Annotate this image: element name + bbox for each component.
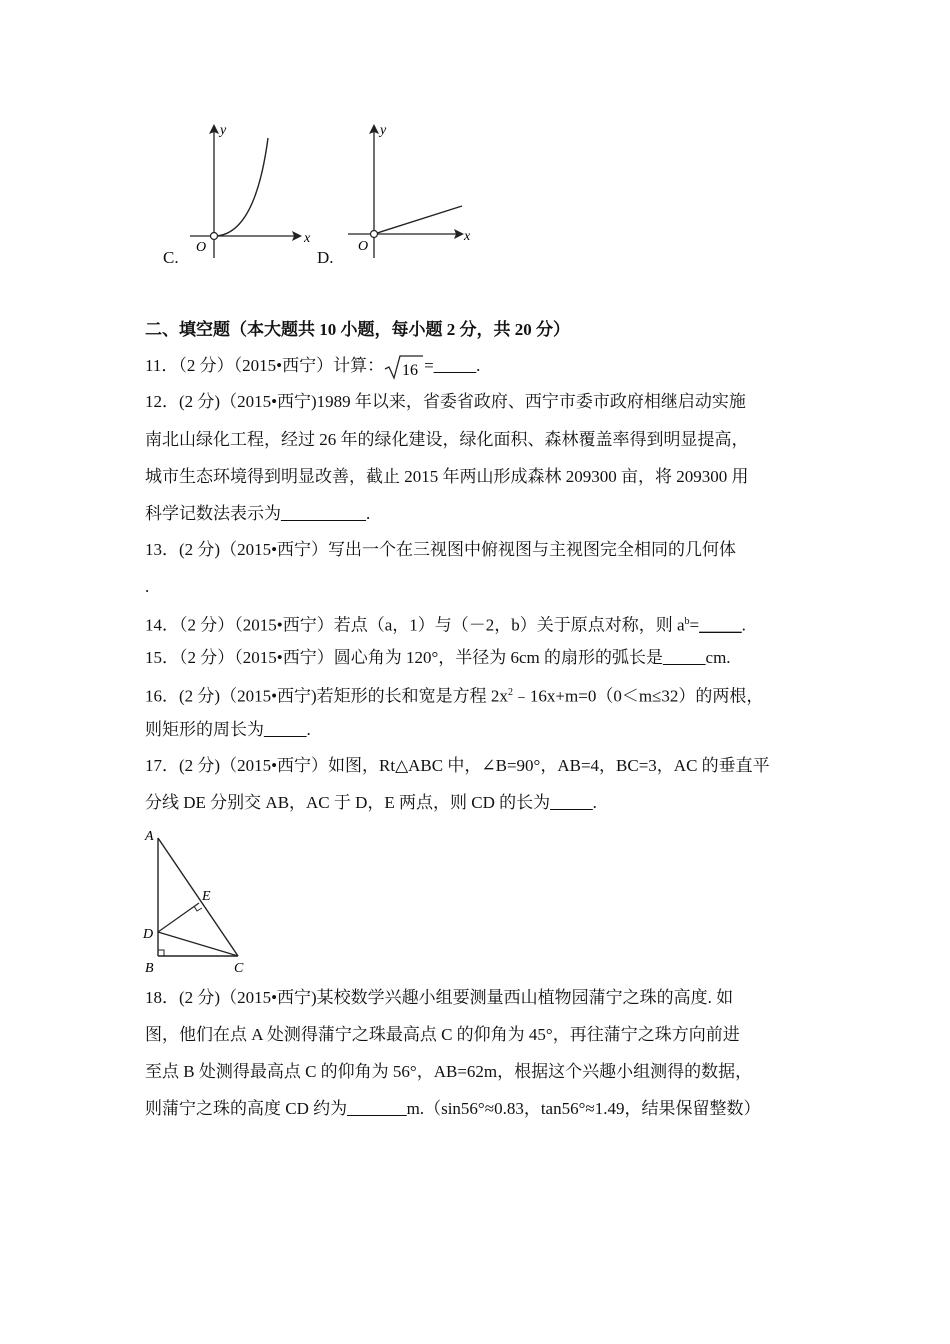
q12-line-4-prefix: 科学记数法表示为 (145, 504, 281, 523)
option-c-graph (190, 118, 320, 258)
q16-superscript: 2 (507, 687, 513, 698)
d-y-label: y (380, 123, 387, 138)
sqrt-sign-icon (384, 354, 424, 380)
q11-end: . (476, 356, 481, 375)
q13-line-2: . (145, 577, 150, 596)
d-x-label: x (464, 229, 471, 244)
label-c: C (234, 961, 244, 976)
q11-blank: _____ (433, 356, 477, 375)
label-d: D (143, 927, 154, 942)
question-11 (145, 354, 480, 380)
q15-end: cm. (705, 648, 731, 667)
c-curve (214, 138, 268, 236)
right-angle-e-mark (194, 906, 202, 911)
q14-prefix: 14．（2 分）（2015•西宁）若点（a，1）与（－2，b）关于原点对称，则 a (145, 615, 685, 635)
q17-blank: _____ (550, 793, 593, 812)
d-origin-label: O (358, 239, 369, 254)
d-line (374, 206, 462, 234)
q14-blank: _____ (699, 615, 742, 635)
q18-blank: _______ (347, 1099, 407, 1118)
q11-radicand: 16 (402, 362, 419, 380)
question-15 (145, 646, 731, 670)
q17-line-2-prefix: 分线 DE 分别交 AB，AC 于 D，E 两点，则 CD 的长为 (145, 793, 551, 812)
c-y-label: y (220, 123, 227, 138)
segment-ac (158, 838, 238, 956)
q14-end: . (741, 615, 746, 635)
question-14 (145, 610, 746, 638)
q14-suffix: = (689, 615, 700, 635)
c-x-label: x (304, 231, 311, 246)
option-c-label: C. (163, 248, 179, 267)
q16-line-2-end: . (306, 720, 311, 739)
q16-line-2-prefix: 则矩形的周长为 (145, 720, 264, 739)
q18-line-1: 18．(2 分)（2015•西宁)某校数学兴趣小组要测量西山植物园蒲宁之珠的高度. 如 (145, 988, 734, 1007)
section-heading: 二、填空题（本大题共 10 小题，每小题 2 分，共 20 分） (145, 320, 570, 339)
c-origin-dot (211, 233, 218, 240)
q18-line-4 (145, 1097, 760, 1121)
q18-line-3: 至点 B 处测得最高点 C 的仰角为 56°，AB=62m，根据这个兴趣小组测得的数据， (145, 1062, 753, 1081)
right-angle-b-mark (158, 950, 164, 956)
q16-line-1-b: ﹣16x+m=0（0＜m≤32）的两根， (512, 686, 764, 706)
q12-line-2: 南北山绿化工程，经过 26 年的绿化建设，绿化面积、森林覆盖率得到明显提高， (145, 430, 749, 449)
q16-line-1-a: 16．(2 分)（2015•西宁)若矩形的长和宽是方程 2x (145, 686, 508, 706)
q17-line-2-end: . (592, 793, 597, 812)
q16-line-1 (145, 681, 763, 709)
q17-line-1: 17．(2 分)（2015•西宁）如图，Rt△ABC 中，∠B=90°，AB=4，BC=3，AC 的垂直平 (145, 756, 770, 775)
option-d-label: D. (317, 248, 334, 267)
label-e: E (202, 889, 211, 904)
q17-line-2 (145, 791, 597, 815)
q15-blank: _____ (663, 648, 706, 667)
q12-line-3: 城市生态环境得到明显改善，截止 2015 年两山形成森林 209300 亩，将 209300 用 (145, 467, 749, 486)
option-d-graph (348, 118, 478, 258)
q11-suffix: = (424, 356, 434, 375)
q14-superscript: b (684, 616, 690, 627)
q12-line-4 (145, 502, 370, 526)
q13-line-1: 13．(2 分)（2015•西宁）写出一个在三视图中俯视图与主视图完全相同的几何体 (145, 540, 737, 559)
q11-prefix: 11．（2 分）（2015•西宁）计算： (145, 356, 385, 375)
segment-de (158, 903, 199, 932)
segment-dc (158, 932, 238, 956)
d-origin-dot (371, 231, 378, 238)
label-a: A (145, 829, 154, 844)
c-origin-label: O (196, 240, 207, 255)
q18-line-2: 图，他们在点 A 处测得蒲宁之珠最高点 C 的仰角为 45°，再往蒲宁之珠方向前进 (145, 1025, 740, 1044)
q16-blank: _____ (264, 720, 307, 739)
triangle-figure (140, 826, 260, 976)
q18-line-4-prefix: 则蒲宁之珠的高度 CD 约为 (145, 1099, 348, 1118)
q12-line-4-end: . (366, 504, 371, 523)
q15-prefix: 15．（2 分）（2015•西宁）圆心角为 120°，半径为 6cm 的扇形的弧长是 (145, 648, 664, 667)
label-b: B (145, 961, 154, 976)
q18-line-4-end: m.（sin56°≈0.83，tan56°≈1.49，结果保留整数） (406, 1099, 761, 1118)
q12-line-1: 12．(2 分)（2015•西宁)1989 年以来，省委省政府、西宁市委市政府相继启动实施 (145, 392, 746, 411)
q12-blank: __________ (281, 504, 366, 523)
q16-line-2 (145, 718, 311, 742)
